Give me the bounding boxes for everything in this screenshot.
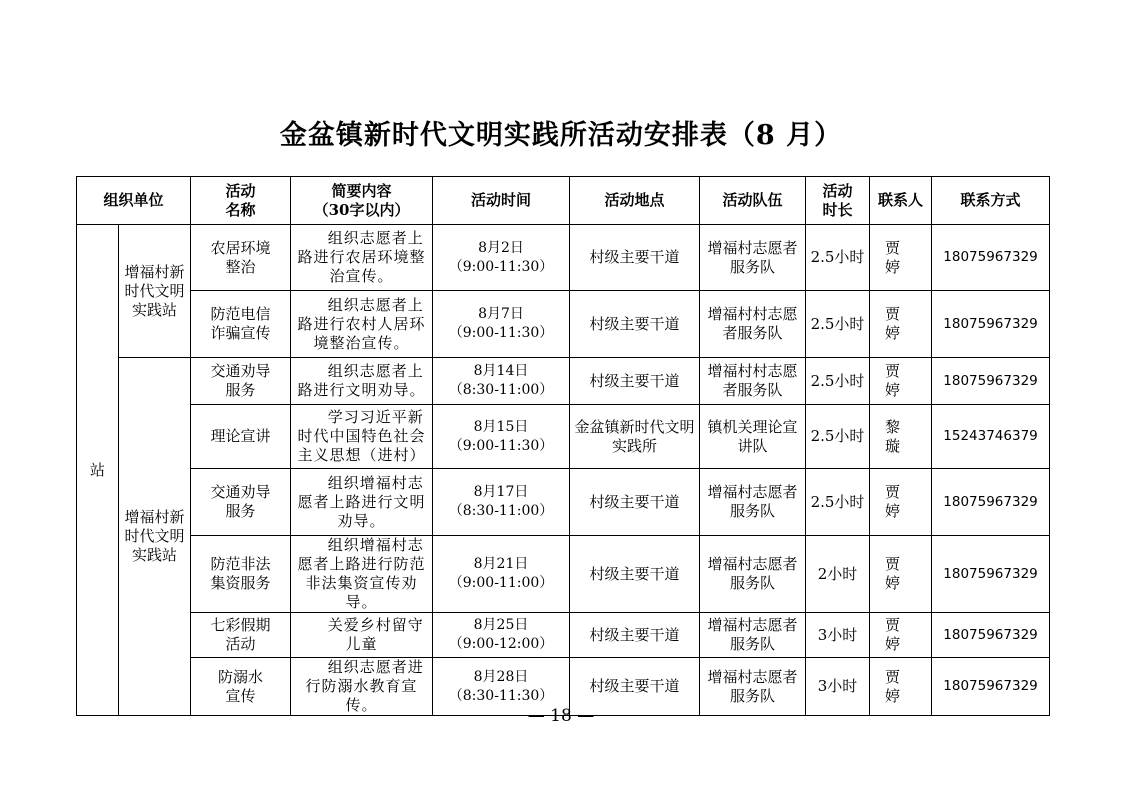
contact-phone-cell: 18075967329	[932, 225, 1050, 291]
activity-location-cell: 村级主要干道	[570, 291, 700, 358]
activity-name-cell: 交通劝导 服务	[191, 358, 291, 405]
activity-duration-cell: 2.5小时	[806, 225, 870, 291]
activity-content-cell: 组织增福村志愿者上路进行防范非法集资宣传劝导。	[291, 536, 433, 613]
activity-location-cell: 村级主要干道	[570, 225, 700, 291]
activity-team-cell: 增福村村志愿 者服务队	[700, 291, 806, 358]
activity-duration-cell: 3小时	[806, 613, 870, 658]
activity-name-cell: 防范电信 诈骗宣传	[191, 291, 291, 358]
activity-team-cell: 增福村村志愿 者服务队	[700, 358, 806, 405]
table-row	[77, 613, 1050, 658]
contact-person-cell: 黎璇	[870, 405, 932, 469]
activity-duration-cell: 2小时	[806, 536, 870, 613]
activity-name-cell: 防溺水 宣传	[191, 658, 291, 716]
contact-person-cell: 贾婷	[870, 358, 932, 405]
contact-phone-cell: 18075967329	[932, 291, 1050, 358]
activity-time-cell: 8月17日 （8:30-11:00）	[433, 469, 570, 536]
activity-location-cell: 村级主要干道	[570, 536, 700, 613]
table-row	[77, 225, 1050, 291]
header-contact: 联系人	[870, 177, 932, 225]
activity-location-cell: 村级主要干道	[570, 469, 700, 536]
activity-name-cell: 七彩假期 活动	[191, 613, 291, 658]
contact-person-cell: 贾婷	[870, 536, 932, 613]
table-row	[77, 536, 1050, 613]
contact-phone-cell: 18075967329	[932, 658, 1050, 716]
contact-phone-cell: 18075967329	[932, 469, 1050, 536]
activity-duration-cell: 2.5小时	[806, 405, 870, 469]
org-unit-cell: 增福村新 时代文明 实践站	[119, 358, 191, 716]
table-body	[77, 225, 1050, 716]
activity-location-cell: 村级主要干道	[570, 613, 700, 658]
activity-team-cell: 增福村志愿者 服务队	[700, 536, 806, 613]
activity-content-cell: 组织增福村志愿者上路进行文明劝导。	[291, 469, 433, 536]
contact-phone-cell: 18075967329	[932, 536, 1050, 613]
activity-team-cell: 增福村志愿者 服务队	[700, 469, 806, 536]
contact-person-cell: 贾婷	[870, 225, 932, 291]
activity-name-cell: 农居环境 整治	[191, 225, 291, 291]
activity-time-cell: 8月14日 （8:30-11:00）	[433, 358, 570, 405]
activity-duration-cell: 3小时	[806, 658, 870, 716]
table-row	[77, 405, 1050, 469]
activity-location-cell: 村级主要干道	[570, 658, 700, 716]
header-team: 活动队伍	[700, 177, 806, 225]
activity-time-cell: 8月28日 （8:30-11:30）	[433, 658, 570, 716]
org-station-cell: 站	[77, 225, 119, 716]
activity-location-cell: 金盆镇新时代文明 实践所	[570, 405, 700, 469]
org-unit-cell: 增福村新 时代文明 实践站	[119, 225, 191, 358]
activity-team-cell: 镇机关理论宣 讲队	[700, 405, 806, 469]
activity-content-cell: 组织志愿者上路进行文明劝导。	[291, 358, 433, 405]
activity-time-cell: 8月7日 （9:00-11:30）	[433, 291, 570, 358]
table-row	[77, 469, 1050, 536]
table-row	[77, 291, 1050, 358]
header-name: 活动 名称	[191, 177, 291, 225]
header-time: 活动时间	[433, 177, 570, 225]
activity-location-cell: 村级主要干道	[570, 358, 700, 405]
activity-schedule-table	[76, 176, 1050, 716]
activity-time-cell: 8月25日 （9:00-12:00）	[433, 613, 570, 658]
activity-time-cell: 8月2日 （9:00-11:30）	[433, 225, 570, 291]
activity-team-cell: 增福村志愿者 服务队	[700, 658, 806, 716]
activity-name-cell: 交通劝导 服务	[191, 469, 291, 536]
activity-time-cell: 8月15日 （9:00-11:30）	[433, 405, 570, 469]
page-title: 金盆镇新时代文明实践所活动安排表（8 月）	[279, 120, 843, 151]
activity-name-cell: 防范非法 集资服务	[191, 536, 291, 613]
activity-duration-cell: 2.5小时	[806, 469, 870, 536]
contact-person-cell: 贾婷	[870, 291, 932, 358]
activity-team-cell: 增福村志愿者 服务队	[700, 613, 806, 658]
activity-team-cell: 增福村志愿者 服务队	[700, 225, 806, 291]
activity-duration-cell: 2.5小时	[806, 358, 870, 405]
header-location: 活动地点	[570, 177, 700, 225]
header-content: 简要内容 （30字以内）	[291, 177, 433, 225]
activity-content-cell: 组织志愿者上路进行农居环境整治宣传。	[291, 225, 433, 291]
activity-name-cell: 理论宣讲	[191, 405, 291, 469]
header-duration: 活动 时长	[806, 177, 870, 225]
table-row	[77, 358, 1050, 405]
contact-phone-cell: 18075967329	[932, 613, 1050, 658]
contact-person-cell: 贾婷	[870, 469, 932, 536]
activity-duration-cell: 2.5小时	[806, 291, 870, 358]
activity-content-cell: 组织志愿者上路进行农村人居环境整治宣传。	[291, 291, 433, 358]
activity-content-cell: 组织志愿者进行防溺水教育宣传。	[291, 658, 433, 716]
page-number: — 18 —	[527, 706, 595, 726]
contact-person-cell: 贾婷	[870, 658, 932, 716]
contact-phone-cell: 18075967329	[932, 358, 1050, 405]
activity-content-cell: 学习习近平新时代中国特色社会主义思想（进村）	[291, 405, 433, 469]
header-row	[77, 177, 1050, 225]
activity-time-cell: 8月21日 （9:00-11:00）	[433, 536, 570, 613]
contact-person-cell: 贾婷	[870, 613, 932, 658]
contact-phone-cell: 15243746379	[932, 405, 1050, 469]
header-org: 组织单位	[77, 177, 191, 225]
activity-content-cell: 关爱乡村留守儿童	[291, 613, 433, 658]
header-phone: 联系方式	[932, 177, 1050, 225]
